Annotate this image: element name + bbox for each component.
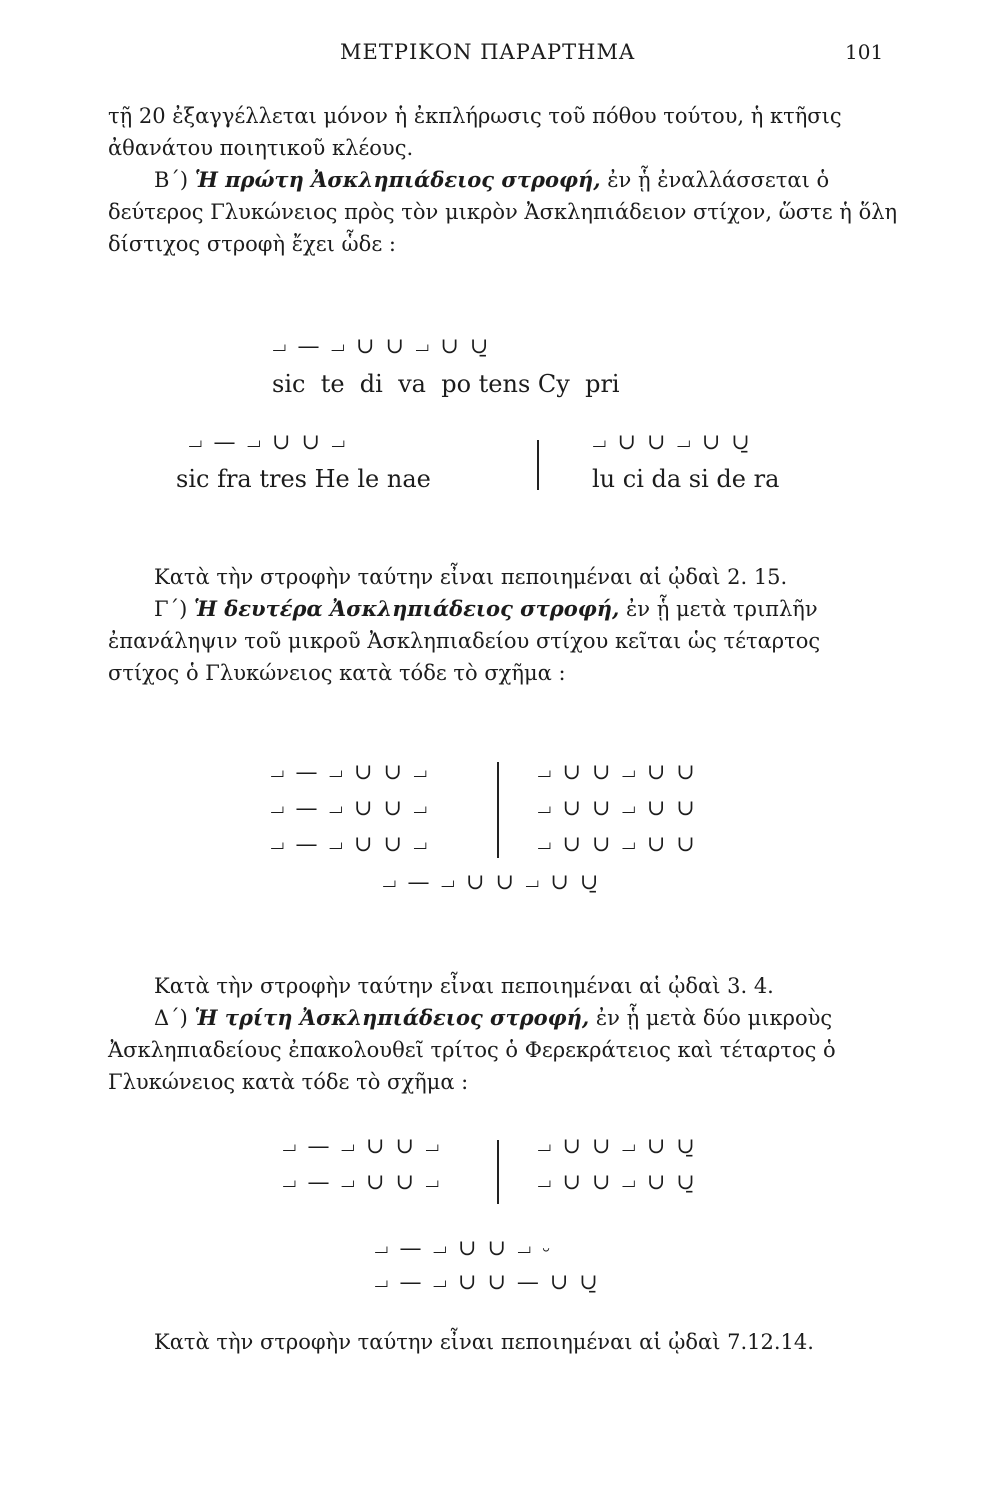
page-number: 101 (845, 40, 884, 64)
caesura-divider (497, 1140, 499, 1204)
section-g-closing-text: Κατὰ τὴν στροφὴν ταύτην εἶναι πεποιημέναι αἱ ᾠδαὶ 3. 4. (154, 974, 774, 998)
section-d-right-row: ⏗ ∪ ∪ ⏗ ∪ ∪̱ (537, 1170, 697, 1195)
intro-paragraph (108, 100, 898, 164)
running-head: ΜΕΤΡΙΚΟΝ ΠΑΡΑΡΤΗΜΑ (340, 40, 636, 64)
section-d-label: Δ΄) (154, 1006, 188, 1030)
section-g-title: Ἡ δευτέρα Ἀσκληπιάδειος στροφή, (193, 596, 620, 621)
section-b-text: ἐν ᾗ ἐναλλάσσεται ὁ δεύτερος Γλυκώνειος πρὸς τὸν μικρὸν Ἀσκληπιάδειον στίχον, ὥστε ἡ ὅλη δίστιχος στροφὴ ἔχει ὧδε : (108, 168, 898, 256)
section-d-closing (108, 1326, 898, 1358)
section-b-scheme-2a: ⏗ — ⏗ ∪ ∪ ⏗ (188, 430, 348, 455)
section-d-paragraph (108, 1002, 898, 1098)
section-g-last-row: ⏗ — ⏗ ∪ ∪ ⏗ ∪ ∪̱ (382, 870, 601, 895)
section-g-paragraph (108, 593, 898, 689)
section-d-left-row: ⏗ — ⏗ ∪ ∪ ⏗ (282, 1170, 442, 1195)
section-g-text: ἐν ᾗ μετὰ τριπλῆν ἐπανάληψιν τοῦ μικροῦ Ἀσκληπιαδείου στίχου κεῖται ὡς τέταρτος στίχος ὁ Γλυκώνειος κατὰ τόδε τὸ σχῆμα : (108, 597, 821, 685)
section-b-paragraph (108, 164, 898, 260)
section-g-label: Γ΄) (154, 597, 188, 621)
section-d-row-3: ⏗ — ⏗ ∪ ∪ ⏗ ⏑ (374, 1236, 552, 1261)
section-g-left-row: ⏗ — ⏗ ∪ ∪ ⏗ (270, 796, 430, 821)
section-b-latin-1: sic te di va po tens Cy pri (272, 370, 620, 398)
section-b-latin-2a: sic fra tres He le nae (176, 465, 431, 493)
section-g-left-row: ⏗ — ⏗ ∪ ∪ ⏗ (270, 760, 430, 785)
section-d-row-4: ⏗ — ⏗ ∪ ∪ — ∪ ∪̱ (374, 1270, 600, 1295)
section-d-closing-text: Κατὰ τὴν στροφὴν ταύτην εἶναι πεποιημέναι αἱ ᾠδαὶ 7.12.14. (154, 1330, 814, 1354)
section-g-right-row: ⏗ ∪ ∪ ⏗ ∪ ∪ (537, 760, 697, 785)
section-b-title: Ἡ πρώτη Ἀσκληπιάδειος στροφή, (194, 167, 601, 192)
caesura-divider (537, 440, 539, 490)
section-b-scheme-2b: ⏗ ∪ ∪ ⏗ ∪ ∪̱ (592, 430, 752, 455)
section-g-right-row: ⏗ ∪ ∪ ⏗ ∪ ∪ (537, 796, 697, 821)
page-header (0, 40, 994, 70)
section-g-left-row: ⏗ — ⏗ ∪ ∪ ⏗ (270, 832, 430, 857)
section-b-scheme-1: ⏗ — ⏗ ∪ ∪ ⏗ ∪ ∪̱ (272, 334, 491, 359)
caesura-divider (497, 762, 499, 858)
section-b-closing-text: Κατὰ τὴν στροφὴν ταύτην εἶναι πεποιημέναι αἱ ᾠδαὶ 2. 15. (154, 565, 788, 589)
section-d-right-row: ⏗ ∪ ∪ ⏗ ∪ ∪̱ (537, 1134, 697, 1159)
section-d-text: ἐν ᾗ μετὰ δύο μικροὺς Ἀσκληπιαδείους ἐπακολουθεῖ τρίτος ὁ Φερεκράτειος καὶ τέταρτος ὁ Γλυκώνειος κατὰ τόδε τὸ σχῆμα : (108, 1006, 836, 1094)
intro-text: τῇ 20 ἐξαγγέλλεται μόνον ἡ ἐκπλήρωσις τοῦ πόθου τούτου, ἡ κτῆσις ἀθανάτου ποιητικοῦ κλέους. (108, 104, 842, 160)
section-g-right-row: ⏗ ∪ ∪ ⏗ ∪ ∪ (537, 832, 697, 857)
section-d-title: Ἡ τρίτη Ἀσκληπιάδειος στροφή, (194, 1005, 590, 1030)
section-b-label: Β΄) (154, 168, 189, 192)
section-b-latin-2b: lu ci da si de ra (592, 465, 780, 493)
section-g-closing (108, 970, 898, 1002)
section-b-closing (108, 561, 898, 593)
section-d-left-row: ⏗ — ⏗ ∪ ∪ ⏗ (282, 1134, 442, 1159)
